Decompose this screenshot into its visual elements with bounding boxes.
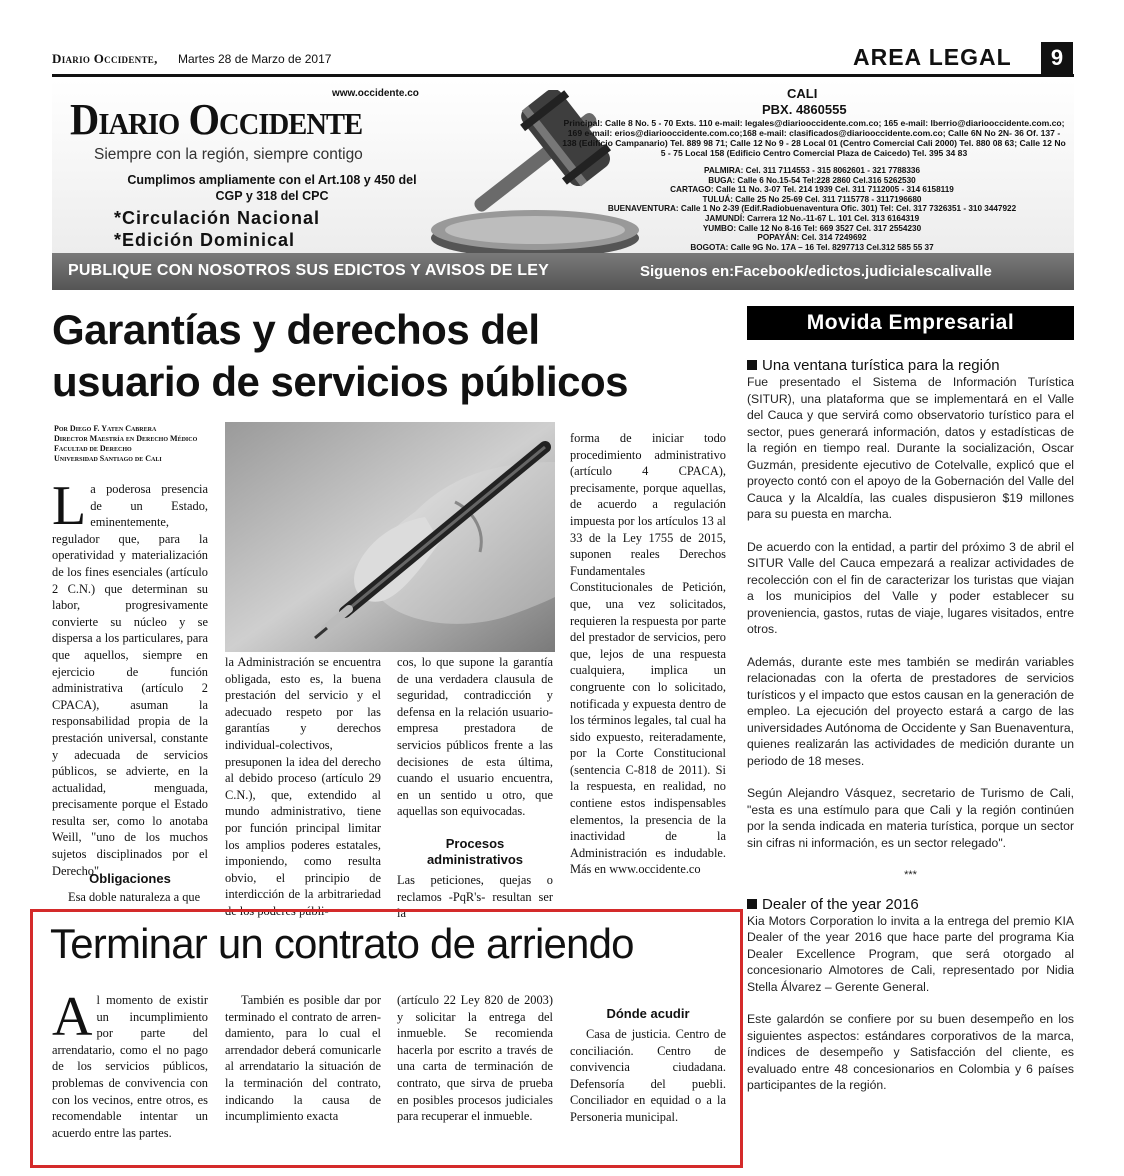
- col1-text: a poderosa presencia de un Estado, eminentemente, regulador que, para la operatividad y materialización de los fines esenciales (artículo 2 C.N.) que determinan su labor, progresivamente convierte su núcleo y se dispersa a los particulares, para que aquellos, siempre en ejercicio de función administrativa (artículo 2 CPACA), asuman la responsabilidad propia de la prestación universal, constante y adecuada de servicios públicos, se advierte, en la actualidad, menguada, precisamente porque el Estado resulta ser, como lo anotaba Weill, "uno de los muchos sujetos disciplinados por el Derecho".: [52, 482, 208, 878]
- regional-offices: [592, 166, 1032, 252]
- office-line: BOGOTA: Calle 9G No. 17A – 16 Tel. 8297713 Cel.312 585 55 37: [690, 242, 934, 252]
- main-office-address: Principal: Calle 8 No. 5 - 70 Exts. 110 e-mail: legales@diariooccidente.com.co; 165 e-mail: lberrio@diariooccidente.com.co; 169 e-mail: erios@diariooccidente.com.co;168 e-mail: clasificados@diariooccidente.com.co; Calle 6N No 2N- 36 Of. 137 - 138 (Edificio Campanario) Tel. 889 98 71; Calle 12 No 9 - 28 Local 01 (Centro Comercial Cali 2000) Tel. 880 08 63; Calle 12 No 5 - 75 Local 158 (Edificio Centro Comercial Plaza de Caicedo) Tel. 395 34 83: [562, 118, 1066, 158]
- compliance-note: Cumplimos ampliamente con el Art.108 y 450 del CGP y 318 del CPC: [127, 173, 417, 203]
- office-line: JAMUNDÍ: Carrera 12 No.-11-67 L. 101 Cel. 313 6164319: [704, 213, 920, 223]
- folio-paper: Diario Occidente,: [52, 51, 158, 66]
- box-col-3: (artículo 22 Ley 820 de 2003) y solicitar la entrega del inmueble. Se recomienda hacerla por escrito a través de una carta de terminación de contrato, que sirva de prueba en posibles procesos judiciales para recuperar el inmueble.: [397, 993, 553, 1124]
- right-paragraph-1: Fue presentado el Sistema de Información Turística (SITUR), una plataforma que se implementará en el Valle del Cauca y que servirá como observatorio turístico para el sector, pues generará información, datos y estadísticas de la región en tiempo real. Durante la socialización, Oscar Guzmán, presidente ejecutivo de Cotelvalle, explicó que el proyecto contó con el apoyo de la Gobernación del Valle del Cauca y la Alcaldía, las cuales dispusieron $19 millones para su puesta en marcha.: [747, 375, 1074, 521]
- slogan: Siempre con la región, siempre contigo: [94, 146, 363, 163]
- right-subhead-1-text: Una ventana turística para la región: [762, 357, 1000, 374]
- section-label: AREA LEGAL: [853, 44, 1012, 70]
- box-col-4: Casa de justicia. Centro de conciliación. Centro de convivencia ciudadana. Defensoría del puebli. Conciliador en equidad o a la Personeria municipal.: [570, 1027, 726, 1124]
- right-header: Movida Empresarial: [747, 306, 1074, 340]
- circulation-sunday: *Edición Dominical: [114, 230, 296, 250]
- box-headline: Terminar un contrato de arriendo: [50, 920, 634, 967]
- article-col-2: la Administración se encuentra obligada, esto es, la buena prestación del servicio y el adecuado respeto por las garantías y derechos individual-colectivos, presuponen la idea del derecho al debido proceso (artículo 29 C.N.), que, extendido al mundo administrativo, tiene por función principal limitar los amplios poderes estatales, imponiendo, como resulta obvio, el principio de interdicción de la arbitrariedad de los poderes públi-: [225, 655, 381, 918]
- right-separator: ***: [904, 869, 917, 881]
- office-line: BUGA: Calle 6 No.15-54 Tel:228 2860 Cel.316 5262530: [708, 175, 916, 185]
- folio-date: Martes 28 de Marzo de 2017: [178, 52, 332, 66]
- website: www.occidente.co: [332, 88, 419, 99]
- page-number: 9: [1041, 42, 1073, 74]
- strip-right-text: Siguenos en:Facebook/edictos.judicialescalivalle: [640, 263, 992, 280]
- bullet-square-icon: [747, 899, 757, 909]
- office-city: CALI: [787, 86, 818, 101]
- logo: Diario Occidente: [70, 95, 363, 144]
- dropcap: L: [52, 475, 87, 537]
- right-subhead-2-text: Dealer of the year 2016: [762, 895, 919, 913]
- right-paragraph-5: Kia Motors Corporation lo invita a la entrega del premio KIA Dealer of the year 2016 que hace parte del programa Kia Dealer Excellence Program, que será otorgado al concesionario Almotores de Cali, representado por Nidia Stella Álvarez – Gerente General.: [747, 913, 1074, 994]
- headline-line-1: Garantías y derechos del: [52, 306, 540, 353]
- office-line: POPAYÁN: Cel. 314 7249692: [757, 233, 867, 243]
- office-line: YUMBO: Calle 12 No 8-16 Tel: 669 3527 Cel. 317 2554230: [702, 223, 922, 233]
- box-subhead: Dónde acudir: [606, 1006, 690, 1021]
- col3-tail: Las peticiones, quejas o reclamos -PqR's- resultan ser la: [397, 873, 553, 921]
- col1-tail: Esa doble naturaleza a que: [68, 890, 201, 904]
- article-col-4: forma de iniciar todo procedimiento administrativo (artículo 4 CPACA), precisamente, porque aquellas, de acuerdo a regulación impuesta por los artículos 13 al 33 de la Ley 1755 de 2015, suponen reales Derechos Fundamentales Constitucionales de Petición, que, una vez solicitados, requieren la respuesta por parte del prestador de servicios, pero que, lejos de una respuesta cualquiera, implica un congruente con lo solicitado, notificada y expuesta dentro de los términos legales, tal cual ha sido expuesto, reiteradamente, por la Corte Constitucional (sentencia C-818 de 2011). Si la respuesta, en realidad, no contiene estos indispensables elementos, la presencia de la inactividad de la Administración es indudable. Más en www.occidente.co: [570, 431, 726, 877]
- byline-title: Director Maestría en Derecho Médico: [54, 434, 198, 443]
- bullet-square-icon: [747, 360, 757, 370]
- article-col-3: cos, lo que supone la garantía de una verdadera clausula de seguridad, contradicción y defensa en la relación usuario-empresa prestadora de servicios públicos frente a las decisiones de esta última, cuando el usuario encuentra, en un sentido u otro, que aquellas son equivocadas.: [397, 655, 553, 819]
- right-content: [747, 357, 1074, 1094]
- office-line: CARTAGO: Calle 11 No. 3-07 Tel. 214 1939 Cel. 311 7112005 - 314 6158119: [670, 185, 954, 195]
- box-col-2: También es posible dar por terminado el contrato de arren-damiento, para lo cual el arrendador deberá comunicarle al arrendatario la situación de la terminación del contrato, indicando la causa de incumplimiento exacta: [225, 993, 381, 1124]
- strip-left-text: PUBLIQUE CON NOSOTROS SUS EDICTOS Y AVISOS DE LEY: [68, 262, 549, 279]
- pen-writing-photo: [225, 422, 555, 652]
- banner-strip: [52, 253, 1074, 290]
- right-subhead-2: [747, 896, 1074, 913]
- box-col-1: [52, 986, 208, 1141]
- folio-rule: [52, 74, 1074, 77]
- subhead-procesos: Procesos administrativos: [426, 836, 524, 867]
- byline-faculty: Facultad de Derecho: [54, 444, 132, 453]
- subhead-obligaciones: Obligaciones: [89, 871, 171, 886]
- office-line: TULUÁ: Calle 25 No 25-69 Cel. 311 7115778 - 3117196680: [702, 194, 922, 204]
- office-line: PALMIRA: Cel. 311 7114553 - 315 8062601 - 321 7788336: [703, 166, 921, 175]
- article-col-1: [52, 475, 208, 879]
- office-pbx: PBX. 4860555: [762, 102, 847, 117]
- byline-author: Por Diego F. Yaten Cabrera: [54, 424, 157, 433]
- legal-banner: [52, 80, 1074, 290]
- right-subhead-1: [747, 357, 1074, 374]
- headline-line-2: usuario de servicios públicos: [52, 358, 629, 405]
- office-line: BUENAVENTURA: Calle 1 No 2-39 (Edif.Radiobuenaventura Ofic. 301) Tel: Cel. 317 7326351 - 310 3447922: [607, 204, 1017, 214]
- box-col1-text: l momento de existir un incumplimiento por parte del arrendatario, como el no pago de los servicios públicos, problemas de convivencia con con los vecinos, entre otros, es recomendable intentar un acuerdo entre las partes.: [52, 993, 208, 1140]
- right-paragraph-3: Además, durante este mes también se medirán variables relacionadas con la oferta de prestadores de servicios turísticos y el impacto que estos causan en la generación de empleo. La ejecución del proyecto estará a cargo de las universidades Autónoma de Occidente y San Buenaventura, quienes realizarán las actividades de medición durante un periodo de 18 meses.: [747, 654, 1074, 768]
- headline: [52, 304, 732, 408]
- right-paragraph-6: Este galardón se confiere por su buen desempeño en los siguientes aspectos: estándares corporativos de la marca, índices de desempeño y Satisfacción del cliente, es evaluado entre 48 concesionarios en Colombia y 6 países participantes de la región.: [747, 1012, 1074, 1092]
- byline-university: Universidad Santiago de Cali: [54, 454, 162, 463]
- box-dropcap: A: [52, 986, 93, 1048]
- circulation-national: *Circulación Nacional: [114, 208, 321, 228]
- byline: [54, 424, 197, 464]
- right-paragraph-2: De acuerdo con la entidad, a partir del próximo 3 de abril el SITUR Valle del Cauca empezará a realizar actividades de recolección con el fin de caracterizar los turistas que viajan a los municipios del Valle y poder establecer su proveniencia, gastos, rutas de viaje, lugares visitados, entre otros.: [747, 539, 1074, 636]
- right-paragraph-4: Según Alejandro Vásquez, secretario de Turismo de Cali, "esta es una estímulo para que Cali y la región continúen por la senda indicada en materia turística, porque un sector sin cifras ni información, es un sector relegado".: [747, 786, 1074, 850]
